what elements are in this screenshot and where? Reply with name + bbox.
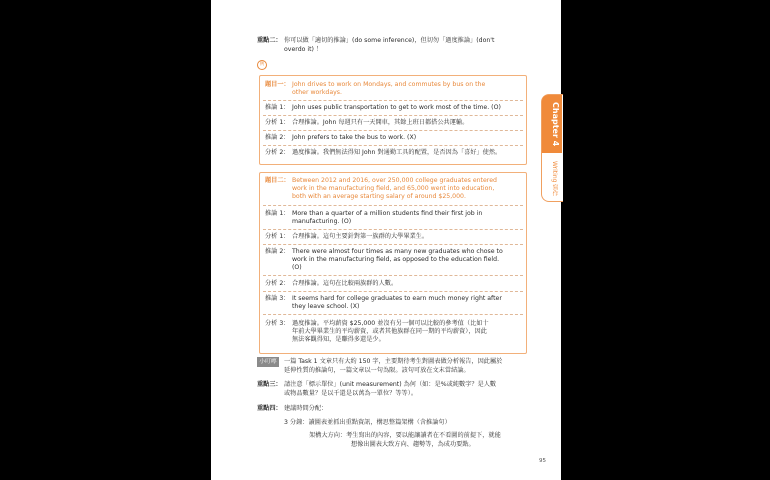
chapter-label: Chapter 4 (551, 101, 560, 147)
point2-line2: overdo it) ！ (284, 46, 323, 53)
chapter-tab-header (542, 95, 562, 153)
q2-analysis2-text: 合理推論。這句在比較兩族群的人數。 (292, 280, 398, 287)
q2-analysis3-label: 分析 3： (265, 320, 290, 327)
analysis2-label: 分析 2： (265, 149, 290, 156)
divider (263, 130, 523, 131)
question1-line1: John drives to work on Mondays, and commutes by bus on the (292, 81, 486, 88)
analysis1-label: 分析 1： (265, 119, 290, 126)
question2-line1: Between 2012 and 2016, over 250,000 college graduates entered (292, 177, 497, 184)
book-page (211, 0, 561, 480)
q2-inference1-label: 推論 1： (265, 210, 290, 217)
tip-line2: 延伸性質的推論句，一篇文章以一句為限。該句可放在文末當結論。 (284, 367, 470, 374)
divider (263, 244, 523, 245)
inference1-label: 推論 1： (265, 104, 290, 111)
question1-label: 題目一： (265, 81, 290, 88)
section-label: Writing 寫作 (551, 161, 558, 197)
example-icon: 例 (257, 60, 267, 70)
tip-tag: 小叮嚀 (257, 357, 279, 367)
question2-label: 題目二： (265, 177, 290, 184)
q2-inference3-line2: they leave school. (X) (292, 303, 360, 310)
divider (263, 291, 523, 292)
q2-inference1-line2: manufacturing. (O) (292, 218, 352, 225)
analysis1-text: 合理推論。John 每週只有一天開車，其餘上班日都搭公共運輸。 (292, 119, 469, 126)
point3-line1: 請注意「標示單位」(unit measurement) 為何（如：是%或純數字？是人數 (284, 381, 497, 388)
q2-inference2-line3: (O) (292, 264, 302, 271)
divider (263, 145, 523, 146)
divider (263, 205, 523, 206)
q2-analysis3-line2: 年前大學畢業生的平均薪資，或者其他族群在同一期的平均薪資），因此 (292, 328, 487, 335)
divider (263, 229, 523, 230)
divider (263, 100, 523, 101)
divider (263, 115, 523, 116)
chapter-tab (541, 94, 563, 202)
inference2-text: John prefers to take the bus to work. (X) (292, 134, 417, 141)
point2-label: 重點二： (257, 37, 282, 44)
analysis2-text: 過度推論。我們無法得知 John 對通勤工具的配置，是否因為「喜好」使然。 (292, 149, 502, 156)
example-box-1 (259, 75, 527, 165)
point3-line2: 或物品數量？是以千還是以萬為一單位？等等）。 (284, 390, 418, 397)
inference2-label: 推論 2： (265, 134, 290, 141)
question2-line2: work in the manufacturing field, and 65,000 went into education, (292, 185, 495, 192)
q2-analysis3-line3: 無法客觀得知，是賺得多還是少。 (292, 336, 385, 343)
page-number: 95 (539, 458, 546, 464)
example-box-2 (259, 172, 527, 354)
tip-line1: 一篇 Task 1 文章只有大約 150 字，主要期待考生對圖表做分析報告，因此屬於 (284, 358, 503, 365)
point4-sub2-line1: 架構大方向：考生寫出的內容，要以能讓讀者在不看圖的前提下，就能 (309, 432, 501, 439)
q2-analysis2-label: 分析 2： (265, 280, 290, 287)
q2-inference3-line1: It seems hard for college graduates to earn much money right after (292, 295, 502, 302)
q2-analysis1-text: 合理推論。這句主要針對第一族群的大學畢業生。 (292, 233, 429, 240)
q2-analysis3-line1: 過度推論。平均薪資 $25,000 並沒有另一個可以比較的參考值（比如十 (292, 320, 489, 327)
q2-inference2-line1: There were almost four times as many new graduates who chose to (292, 248, 503, 255)
point4-text: 建議時間分配： (284, 405, 328, 412)
point4-label: 重點四： (257, 405, 282, 412)
question1-line2: other workdays. (292, 89, 342, 96)
point3-label: 重點三： (257, 381, 282, 388)
point2-line1: 你可以做「適切的推論」(do some inference)，但切勿「過度推論」(don't (284, 37, 495, 44)
q2-inference1-line1: More than a quarter of a million students find their first job in (292, 210, 483, 217)
q2-inference2-line2: work in the manufacturing field, as opposed to the education field. (292, 256, 500, 263)
point4-sub2-line2: 想像出圖表大致方向、趨勢等，為成功要點。 (351, 441, 475, 448)
question2-line3: both with an average starting salary of around $25,000. (292, 193, 466, 200)
point4-sub1: 3 分鐘：讀圖表並抓出重點資訊，構思整篇架構（含推論句） (284, 419, 451, 426)
divider (263, 314, 523, 315)
inference1-text: John uses public transportation to get to work most of the time. (O) (292, 104, 501, 111)
q2-inference3-label: 推論 3： (265, 295, 290, 302)
q2-inference2-label: 推論 2： (265, 248, 290, 255)
q2-analysis1-label: 分析 1： (265, 233, 290, 240)
divider (263, 275, 523, 276)
